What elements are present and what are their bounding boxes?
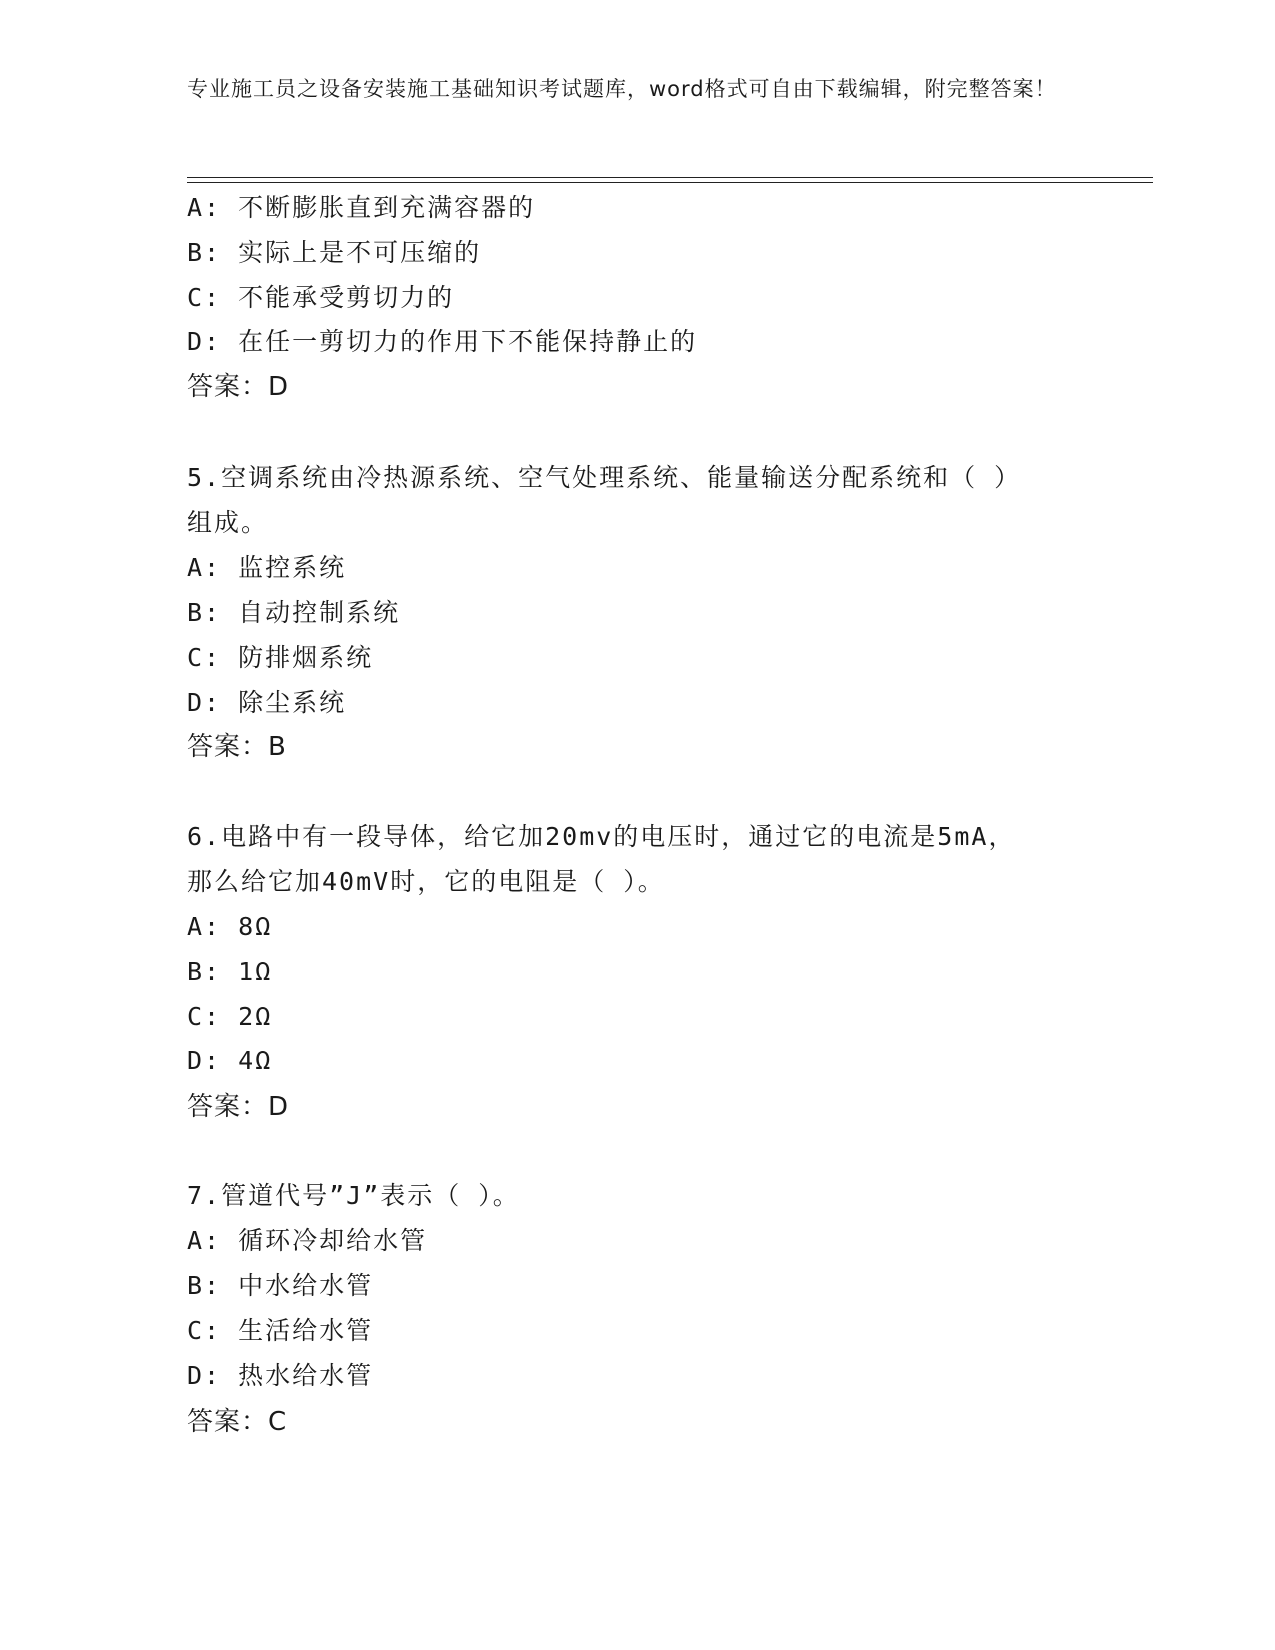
q7-option-d: D: 热水给水管 [187,1361,374,1390]
q4-option-d: D: 在任一剪切力的作用下不能保持静止的 [187,327,698,356]
q5-stem-line2: 组成。 [187,508,269,537]
q6-stem-line1: 6.电路中有一段导体，给它加20mv的电压时，通过它的电流是5mA， [187,822,1016,851]
q5-answer: 答案：B [187,732,287,762]
document-header: 专业施工员之设备安装施工基础知识考试题库，word格式可自由下载编辑，附完整答案！ [187,77,1057,101]
q5-option-d: D: 除尘系统 [187,688,347,717]
q5-stem-line1: 5.空调系统由冷热源系统、空气处理系统、能量输送分配系统和（ ） [187,463,1022,492]
q7-answer: 答案：C [187,1407,288,1437]
q4-option-a: A: 不断膨胀直到充满容器的 [187,193,536,222]
q7-option-c: C: 生活给水管 [187,1316,374,1345]
q4-option-c: C: 不能承受剪切力的 [187,283,455,312]
q6-option-c: C: 2Ω [187,1002,273,1031]
q7-option-b: B: 中水给水管 [187,1271,374,1300]
q6-option-a: A: 8Ω [187,912,273,941]
q4-answer: 答案：D [187,372,290,402]
q6-option-b: B: 1Ω [187,957,273,986]
q7-stem-line1: 7.管道代号”J”表示（ ）。 [187,1181,520,1210]
q6-option-d: D: 4Ω [187,1046,273,1075]
q5-option-c: C: 防排烟系统 [187,643,374,672]
q4-option-b: B: 实际上是不可压缩的 [187,238,482,267]
q6-answer: 答案：D [187,1092,290,1122]
header-rule-top [187,177,1153,178]
header-rule-bottom [187,182,1153,183]
q5-option-b: B: 自动控制系统 [187,598,401,627]
q7-option-a: A: 循环冷却给水管 [187,1226,428,1255]
q5-option-a: A: 监控系统 [187,553,347,582]
q6-stem-line2: 那么给它加40mV时，它的电阻是（ ）。 [187,867,665,896]
